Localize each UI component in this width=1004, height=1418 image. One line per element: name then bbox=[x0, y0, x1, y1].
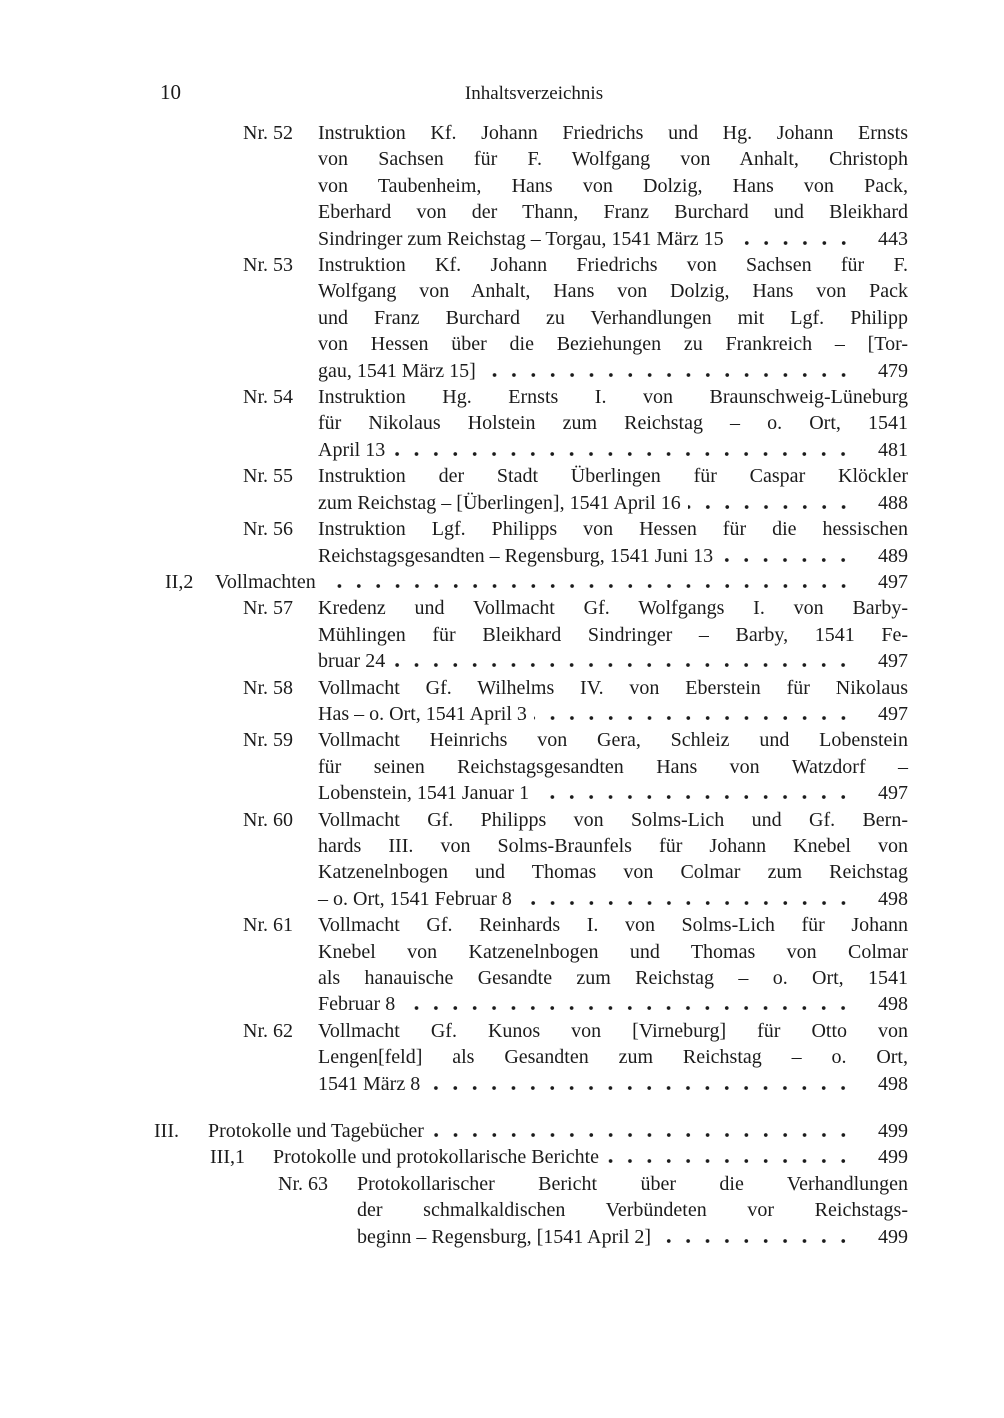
entry-text-line: Instruktion Kf. Johann Friedrichs und Hg. Johann Ernsts bbox=[318, 122, 908, 144]
entry-text-line: Mühlingen für Bleikhard Sindringer – Barby, 1541 Fe- bbox=[318, 623, 908, 646]
entry-body bbox=[273, 1144, 908, 1170]
entry-last-text: Reichstagsgesandten – Regensburg, 1541 Juni 13 bbox=[318, 544, 714, 567]
entry-number: Nr. 52 bbox=[243, 122, 293, 144]
page-number: 10 bbox=[160, 80, 181, 104]
toc-entry bbox=[243, 675, 908, 728]
entry-body bbox=[318, 595, 908, 674]
dot-leader bbox=[392, 447, 855, 456]
dot-leader bbox=[392, 658, 855, 667]
entry-number: Nr. 57 bbox=[243, 597, 293, 620]
entry-last-text: Protokolle und protokollarische Berichte bbox=[273, 1146, 600, 1169]
entry-text-line: Instruktion Hg. Ernsts I. von Braunschweig-Lüneburg bbox=[318, 386, 908, 409]
toc-entry bbox=[243, 807, 908, 913]
entry-number: II,2 bbox=[165, 570, 194, 593]
toc-entry bbox=[243, 252, 908, 384]
entry-number: Nr. 62 bbox=[243, 1019, 293, 1042]
entry-text-line: Protokollarischer Bericht über die Verhandlungen bbox=[357, 1172, 908, 1195]
entry-last-line bbox=[357, 1224, 908, 1250]
toc-entry bbox=[210, 1144, 908, 1170]
entry-last-line bbox=[318, 543, 908, 569]
entry-number: III,1 bbox=[210, 1146, 245, 1169]
toc-entry bbox=[243, 912, 908, 1018]
entry-body bbox=[215, 569, 908, 595]
entry-text-line: Wolfgang von Anhalt, Hans von Dolzig, Hans von Pack bbox=[318, 280, 908, 303]
entry-last-line bbox=[318, 648, 908, 674]
entry-number: Nr. 58 bbox=[243, 676, 293, 699]
entry-body bbox=[318, 1018, 908, 1097]
toc-entry bbox=[278, 1171, 908, 1250]
entry-text-line: Vollmacht Gf. Kunos von [Virneburg] für Otto von bbox=[318, 1019, 908, 1042]
entry-last-line bbox=[318, 490, 908, 516]
entry-last-text: Sindringer zum Reichstag – Torgau, 1541 März 15 bbox=[318, 227, 724, 250]
dot-leader bbox=[688, 500, 855, 509]
entry-number: Nr. 61 bbox=[243, 914, 293, 937]
entry-text-line: von Taubenheim, Hans von Dolzig, Hans von Pack, bbox=[318, 174, 908, 197]
entry-body bbox=[208, 1118, 908, 1144]
entry-text-line: von Hessen über die Beziehungen zu Frankreich – [Tor- bbox=[318, 333, 908, 356]
entry-text-line: Kredenz und Vollmacht Gf. Wolfgangs I. von Barby- bbox=[318, 597, 908, 620]
dot-leader bbox=[534, 711, 855, 720]
toc-entry bbox=[243, 516, 908, 569]
entry-page-ref: 499 bbox=[878, 1146, 908, 1169]
entry-number: Nr. 56 bbox=[243, 518, 293, 541]
entry-page-ref: 497 bbox=[878, 702, 908, 725]
entry-text-line: Katzenelnbogen und Thomas von Colmar zum Reichstag bbox=[318, 861, 908, 884]
entry-body bbox=[318, 516, 908, 569]
toc-entry bbox=[154, 1118, 908, 1144]
entry-text-line: hards III. von Solms-Braunfels für Johann Knebel von bbox=[318, 834, 908, 857]
entry-body bbox=[318, 675, 908, 728]
entry-number: Nr. 63 bbox=[278, 1172, 328, 1195]
entry-text-line: Instruktion Kf. Johann Friedrichs von Sachsen für F. bbox=[318, 254, 908, 277]
dot-leader bbox=[483, 368, 855, 377]
entry-page-ref: 489 bbox=[878, 544, 908, 567]
entry-body bbox=[318, 807, 908, 913]
toc-list bbox=[0, 120, 908, 1250]
entry-last-line bbox=[318, 780, 908, 806]
entry-text-line: für Nikolaus Holstein zum Reichstag – o. Ort, 1541 bbox=[318, 412, 908, 435]
entry-text-line: Vollmacht Gf. Reinhards I. von Solms-Lich für Johann bbox=[318, 914, 908, 937]
dot-leader bbox=[658, 1234, 855, 1243]
entry-last-line bbox=[318, 886, 908, 912]
entry-text-line: Eberhard von der Thann, Franz Burchard und Bleikhard bbox=[318, 201, 908, 224]
entry-last-line bbox=[318, 226, 908, 252]
dot-leader bbox=[731, 236, 855, 245]
dot-leader bbox=[606, 1154, 855, 1163]
entry-text-line: Instruktion Lgf. Philipps von Hessen für die hessischen bbox=[318, 518, 908, 541]
entry-text-line: Instruktion der Stadt Überlingen für Caspar Klöckler bbox=[318, 465, 908, 488]
entry-last-text: bruar 24 bbox=[318, 650, 386, 673]
entry-text-line: und Franz Burchard zu Verhandlungen mit Lgf. Philipp bbox=[318, 306, 908, 329]
dot-leader bbox=[519, 896, 855, 905]
entry-last-line bbox=[318, 1071, 908, 1097]
entry-number: Nr. 53 bbox=[243, 254, 293, 277]
entry-body bbox=[318, 463, 908, 516]
dot-leader bbox=[720, 553, 855, 562]
dot-leader bbox=[427, 1081, 855, 1090]
entry-page-ref: 443 bbox=[878, 227, 908, 250]
toc-entry bbox=[165, 569, 908, 595]
entry-last-line bbox=[208, 1118, 908, 1144]
entry-last-text: Protokolle und Tagebücher bbox=[208, 1120, 424, 1143]
toc-entry bbox=[243, 595, 908, 674]
entry-last-text: April 13 bbox=[318, 438, 386, 461]
entry-page-ref: 497 bbox=[878, 650, 908, 673]
entry-body bbox=[357, 1171, 908, 1250]
entry-page-ref: 497 bbox=[878, 570, 908, 593]
entry-number: Nr. 54 bbox=[243, 386, 293, 409]
entry-number: Nr. 55 bbox=[243, 465, 293, 488]
entry-text-line: Lengen[feld] als Gesandten zum Reichstag – o. Ort, bbox=[318, 1046, 908, 1069]
dot-leader bbox=[402, 1001, 855, 1010]
entry-page-ref: 479 bbox=[878, 359, 908, 382]
toc-entry bbox=[243, 463, 908, 516]
toc-entry bbox=[243, 1018, 908, 1097]
toc-entry bbox=[243, 727, 908, 806]
entry-page-ref: 498 bbox=[878, 887, 908, 910]
entry-last-text: – o. Ort, 1541 Februar 8 bbox=[318, 887, 512, 910]
dot-leader bbox=[431, 1128, 855, 1137]
entry-last-line bbox=[318, 701, 908, 727]
entry-last-text: beginn – Regensburg, [1541 April 2] bbox=[357, 1225, 652, 1248]
entry-text-line: als hanauische Gesandte zum Reichstag – o. Ort, 1541 bbox=[318, 967, 908, 989]
dot-leader bbox=[323, 579, 855, 588]
entry-page-ref: 498 bbox=[878, 1072, 908, 1095]
entry-text-line: Vollmacht Heinrichs von Gera, Schleiz und Lobenstein bbox=[318, 729, 908, 752]
entry-last-text: Has – o. Ort, 1541 April 3 bbox=[318, 702, 527, 725]
entry-body bbox=[318, 912, 908, 1018]
entry-page-ref: 498 bbox=[878, 993, 908, 1016]
entry-text-line: Knebel von Katzenelnbogen und Thomas von Colmar bbox=[318, 940, 908, 963]
entry-last-text: gau, 1541 März 15] bbox=[318, 359, 476, 382]
entry-page-ref: 499 bbox=[878, 1120, 908, 1143]
entry-last-line bbox=[318, 991, 908, 1017]
entry-body bbox=[318, 384, 908, 463]
entry-last-line bbox=[273, 1144, 908, 1170]
entry-last-text: 1541 März 8 bbox=[318, 1072, 421, 1095]
entry-body bbox=[318, 252, 908, 384]
entry-last-line bbox=[318, 437, 908, 463]
entry-last-text: Lobenstein, 1541 Januar 1 bbox=[318, 782, 530, 805]
entry-page-ref: 488 bbox=[878, 491, 908, 514]
entry-last-text: zum Reichstag – [Überlingen], 1541 April 16 bbox=[318, 491, 681, 514]
entry-page-ref: 481 bbox=[878, 438, 908, 461]
entry-last-text: Februar 8 bbox=[318, 993, 396, 1016]
entry-text-line: Vollmacht Gf. Wilhelms IV. von Eberstein für Nikolaus bbox=[318, 676, 908, 699]
entry-last-line bbox=[318, 358, 908, 384]
entry-number: Nr. 59 bbox=[243, 729, 293, 752]
entry-text-line: für seinen Reichstagsgesandten Hans von Watzdorf – bbox=[318, 755, 908, 778]
toc-entry bbox=[243, 120, 908, 252]
entry-page-ref: 497 bbox=[878, 782, 908, 805]
entry-number: III. bbox=[154, 1120, 179, 1143]
entry-last-line bbox=[215, 569, 908, 595]
entry-body bbox=[318, 727, 908, 806]
toc-entry bbox=[243, 384, 908, 463]
dot-leader bbox=[536, 790, 855, 799]
entry-body bbox=[318, 120, 908, 252]
running-head: Inhaltsverzeichnis bbox=[464, 83, 604, 104]
entry-text-line: Vollmacht Gf. Philipps von Solms-Lich und Gf. Bern- bbox=[318, 808, 908, 831]
entry-number: Nr. 60 bbox=[243, 808, 293, 831]
entry-last-text: Vollmachten bbox=[215, 570, 316, 593]
entry-text-line: der schmalkaldischen Verbündeten vor Reichstags- bbox=[357, 1199, 908, 1222]
entry-page-ref: 499 bbox=[878, 1225, 908, 1248]
entry-text-line: von Sachsen für F. Wolfgang von Anhalt, Christoph bbox=[318, 148, 908, 171]
